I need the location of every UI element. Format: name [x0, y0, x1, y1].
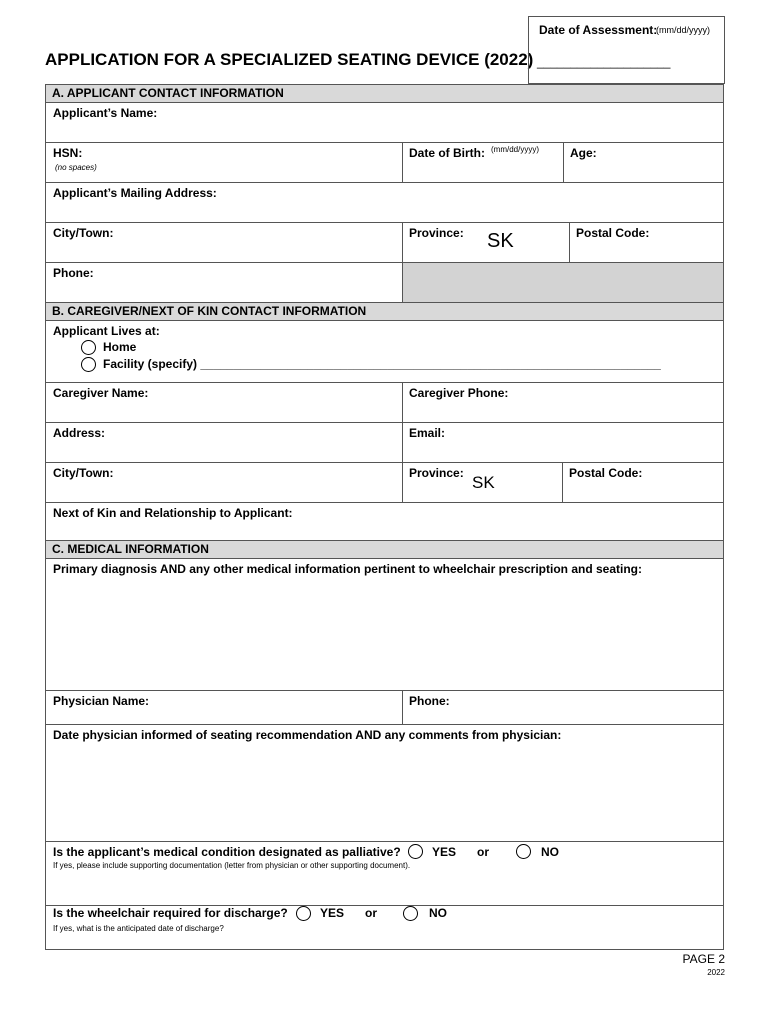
palliative-or-label: or	[477, 845, 489, 859]
form-body	[45, 84, 724, 950]
phone-field-a[interactable]	[46, 263, 403, 303]
date-informed-label: Date physician informed of seating recommendation AND any comments from physician:	[53, 728, 562, 742]
home-radio[interactable]	[81, 340, 96, 355]
discharge-no-label: NO	[429, 906, 447, 920]
caregiver-name-label: Caregiver Name:	[53, 386, 149, 400]
palliative-yes-label: YES	[432, 845, 457, 859]
phone-label-a: Phone:	[53, 266, 94, 280]
postal-code-field-a[interactable]	[570, 223, 723, 263]
mailing-address-field[interactable]	[46, 183, 723, 223]
next-of-kin-label: Next of Kin and Relationship to Applicant:	[53, 506, 293, 520]
postal-code-field-b[interactable]	[563, 463, 723, 503]
form-title: APPLICATION FOR A SPECIALIZED SEATING DEVICE (2022)	[45, 50, 534, 69]
shaded-cell	[403, 263, 723, 303]
section-a-heading: A. APPLICANT CONTACT INFORMATION	[46, 85, 723, 103]
diagnosis-label: Primary diagnosis AND any other medical information pertinent to wheelchair prescription and seating:	[53, 562, 643, 576]
date-of-assessment-box[interactable]	[528, 16, 725, 84]
applicant-name-field[interactable]	[46, 103, 723, 143]
date-of-assessment-line: ____________________	[537, 55, 671, 69]
hsn-field[interactable]	[46, 143, 403, 183]
city-field-a[interactable]	[46, 223, 403, 263]
lives-at-label: Applicant Lives at:	[53, 324, 160, 338]
home-label: Home	[103, 340, 137, 354]
email-field[interactable]	[403, 423, 723, 463]
date-of-assessment-label: Date of Assessment:	[539, 23, 658, 37]
palliative-note: If yes, please include supporting documentation (letter from physician or other supporting document).	[53, 861, 411, 870]
date-format-hint: (mm/dd/yyyy)	[656, 25, 710, 35]
age-label: Age:	[570, 146, 597, 160]
discharge-note: If yes, what is the anticipated date of discharge?	[53, 924, 224, 933]
facility-label: Facility (specify) _____________________________________________________________________	[103, 357, 661, 371]
province-value-b: SK	[472, 473, 495, 492]
applicant-name-label: Applicant’s Name:	[53, 106, 158, 120]
discharge-question: Is the wheelchair required for discharge?	[53, 906, 288, 920]
palliative-field	[46, 842, 723, 906]
city-field-b[interactable]	[46, 463, 403, 503]
province-label-b: Province:	[409, 466, 464, 480]
page-number: PAGE 2	[682, 952, 725, 966]
footer-year: 2022	[707, 968, 725, 977]
palliative-yes-radio[interactable]	[408, 844, 423, 859]
dob-format-hint: (mm/dd/yyyy)	[491, 145, 539, 154]
email-label: Email:	[409, 426, 446, 440]
discharge-or-label: or	[365, 906, 377, 920]
mailing-address-label: Applicant’s Mailing Address:	[53, 186, 217, 200]
caregiver-phone-field[interactable]	[403, 383, 723, 423]
diagnosis-field[interactable]	[46, 559, 723, 691]
palliative-no-label: NO	[541, 845, 559, 859]
palliative-question: Is the applicant’s medical condition designated as palliative?	[53, 845, 401, 859]
date-informed-field[interactable]	[46, 725, 723, 842]
province-field-a[interactable]	[403, 223, 570, 263]
physician-phone-label: Phone:	[409, 694, 450, 708]
discharge-field	[46, 906, 723, 949]
address-field[interactable]	[46, 423, 403, 463]
address-label: Address:	[53, 426, 106, 440]
physician-name-field[interactable]	[46, 691, 403, 725]
postal-code-label-a: Postal Code:	[576, 226, 650, 240]
dob-field[interactable]	[403, 143, 564, 183]
hsn-note: (no spaces)	[55, 163, 97, 172]
province-field-b[interactable]	[403, 463, 563, 503]
age-field[interactable]	[564, 143, 723, 183]
palliative-no-radio[interactable]	[516, 844, 531, 859]
caregiver-phone-label: Caregiver Phone:	[409, 386, 509, 400]
section-b-heading: B. CAREGIVER/NEXT OF KIN CONTACT INFORMATION	[46, 303, 723, 321]
section-c-heading: C. MEDICAL INFORMATION	[46, 541, 723, 559]
province-value-a: SK	[487, 230, 514, 252]
lives-at-field	[46, 321, 723, 383]
city-label-a: City/Town:	[53, 226, 114, 240]
physician-name-label: Physician Name:	[53, 694, 150, 708]
physician-phone-field[interactable]	[403, 691, 723, 725]
next-of-kin-field[interactable]	[46, 503, 723, 541]
discharge-no-radio[interactable]	[403, 906, 418, 921]
city-label-b: City/Town:	[53, 466, 114, 480]
caregiver-name-field[interactable]	[46, 383, 403, 423]
discharge-yes-radio[interactable]	[296, 906, 311, 921]
dob-label: Date of Birth:	[409, 146, 485, 160]
facility-radio[interactable]	[81, 357, 96, 372]
province-label-a: Province:	[409, 226, 464, 240]
postal-code-label-b: Postal Code:	[569, 466, 643, 480]
hsn-label: HSN:	[53, 146, 83, 160]
discharge-yes-label: YES	[320, 906, 345, 920]
